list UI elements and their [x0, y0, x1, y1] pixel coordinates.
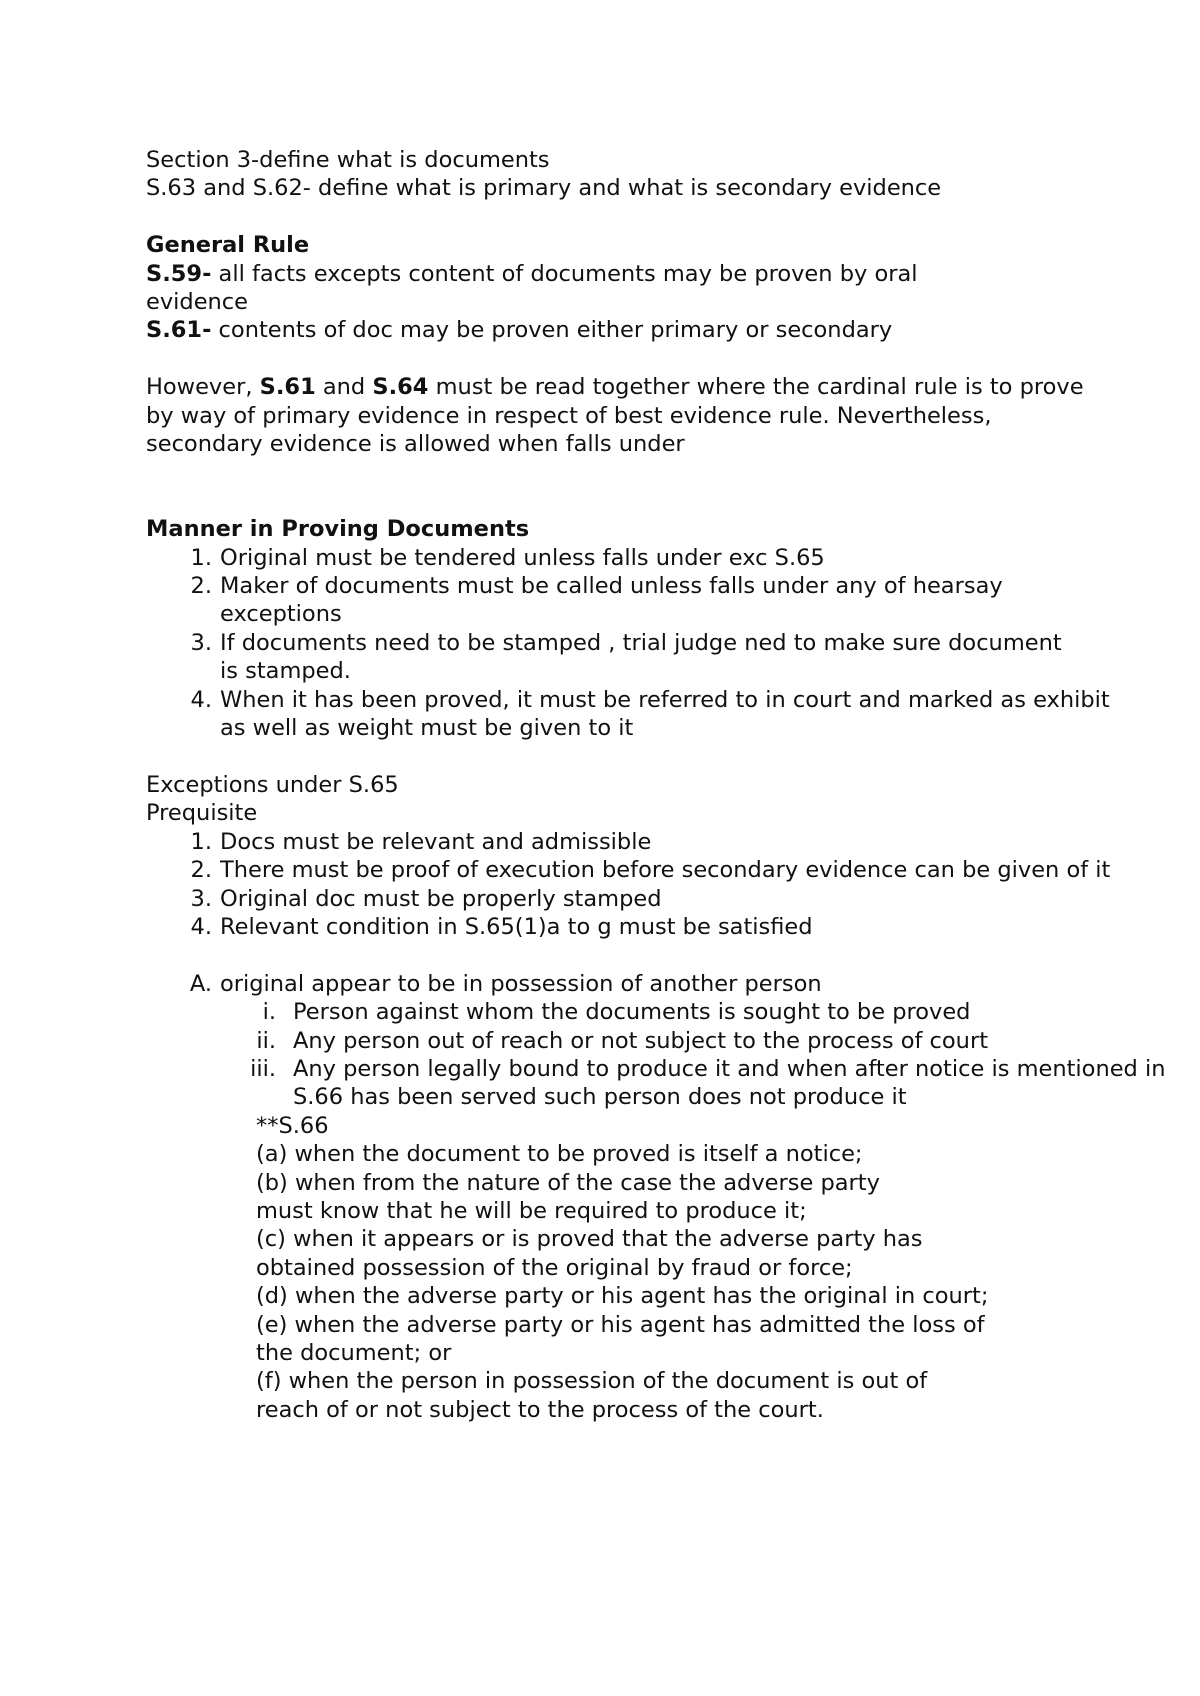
manner-heading: Manner in Proving Documents	[146, 516, 530, 543]
s66-line: (b) when from the nature of the case the adverse party	[256, 1169, 880, 1196]
list-item: 3. Original doc must be properly stamped	[190, 885, 662, 912]
s59-paragraph	[146, 260, 1006, 317]
list-item: 1. Docs must be relevant and admissible	[190, 828, 652, 855]
general-rule-heading: General Rule	[146, 232, 310, 259]
list-item: 2. Maker of documents must be called unless falls under any of hearsay exceptions	[190, 573, 1003, 628]
s66-line: the document; or	[256, 1339, 452, 1366]
s66-line: obtained possession of the original by fraud or force;	[256, 1254, 853, 1281]
s61-text: contents of doc may be proven either primary or secondary	[211, 317, 893, 344]
list-item: ii. Any person out of reach or not subject to the process of court	[256, 1027, 989, 1054]
manner-list	[146, 544, 1110, 743]
s66-line: (d) when the adverse party or his agent has the original in court;	[256, 1283, 989, 1310]
prequisite-list	[146, 828, 1111, 942]
s61-paragraph	[146, 316, 1086, 344]
s59-text: all facts excepts content of documents may be proven by oral evidence	[146, 260, 918, 316]
however-paragraph: However, S.61 and S.64 must be read together where the cardinal rule is to prove by way of primary evidence in respect of best evidence rule. Nevertheless, secondary evidence is allowed when falls under	[146, 374, 1084, 458]
s61-label: S.61-	[146, 317, 212, 344]
list-item: 2. There must be proof of execution before secondary evidence can be given of it	[190, 857, 1111, 884]
s66-heading: **S.66	[256, 1112, 329, 1139]
s66-line: (f) when the person in possession of the document is out of	[256, 1368, 928, 1395]
list-item: 4. When it has been proved, it must be referred to in court and marked as exhibit as well as weight must be given to it	[190, 686, 1110, 742]
condition-a-sublist	[146, 998, 1166, 1112]
list-item: 1. Original must be tendered unless falls under exc S.65	[190, 544, 825, 571]
intro-line-1: Section 3-define what is documents	[146, 147, 550, 173]
document-body	[146, 146, 1166, 1424]
s66-line: must know that he will be required to produce it;	[256, 1197, 807, 1224]
s64-ref: S.64	[372, 374, 429, 401]
s66-line: (e) when the adverse party or his agent has admitted the loss of	[256, 1311, 985, 1338]
s66-block	[146, 1112, 1086, 1424]
s66-line: (c) when it appears or is proved that the adverse party has	[256, 1226, 923, 1253]
intro-line-2: S.63 and S.62- define what is primary and what is secondary evidence	[146, 175, 942, 202]
list-item: iii. Any person legally bound to produce it and when after notice is mentioned in S.66 has been served such person does not produce it	[250, 1055, 1166, 1111]
list-item: i. Person against whom the documents is sought to be proved	[262, 999, 971, 1026]
s59-label: S.59-	[146, 260, 212, 287]
s61-ref: S.61	[259, 374, 316, 401]
exceptions-heading: Exceptions under S.65	[146, 771, 399, 798]
condition-a: A. original appear to be in possession of another person	[189, 970, 822, 997]
list-item: 3. If documents need to be stamped , trial judge ned to make sure document is stamped.	[190, 629, 1062, 685]
s66-line: reach of or not subject to the process of the court.	[256, 1396, 824, 1423]
prequisite-heading: Prequisite	[146, 800, 258, 827]
s66-line: (a) when the document to be proved is itself a notice;	[256, 1141, 863, 1168]
list-item: 4. Relevant condition in S.65(1)a to g must be satisfied	[190, 913, 813, 940]
